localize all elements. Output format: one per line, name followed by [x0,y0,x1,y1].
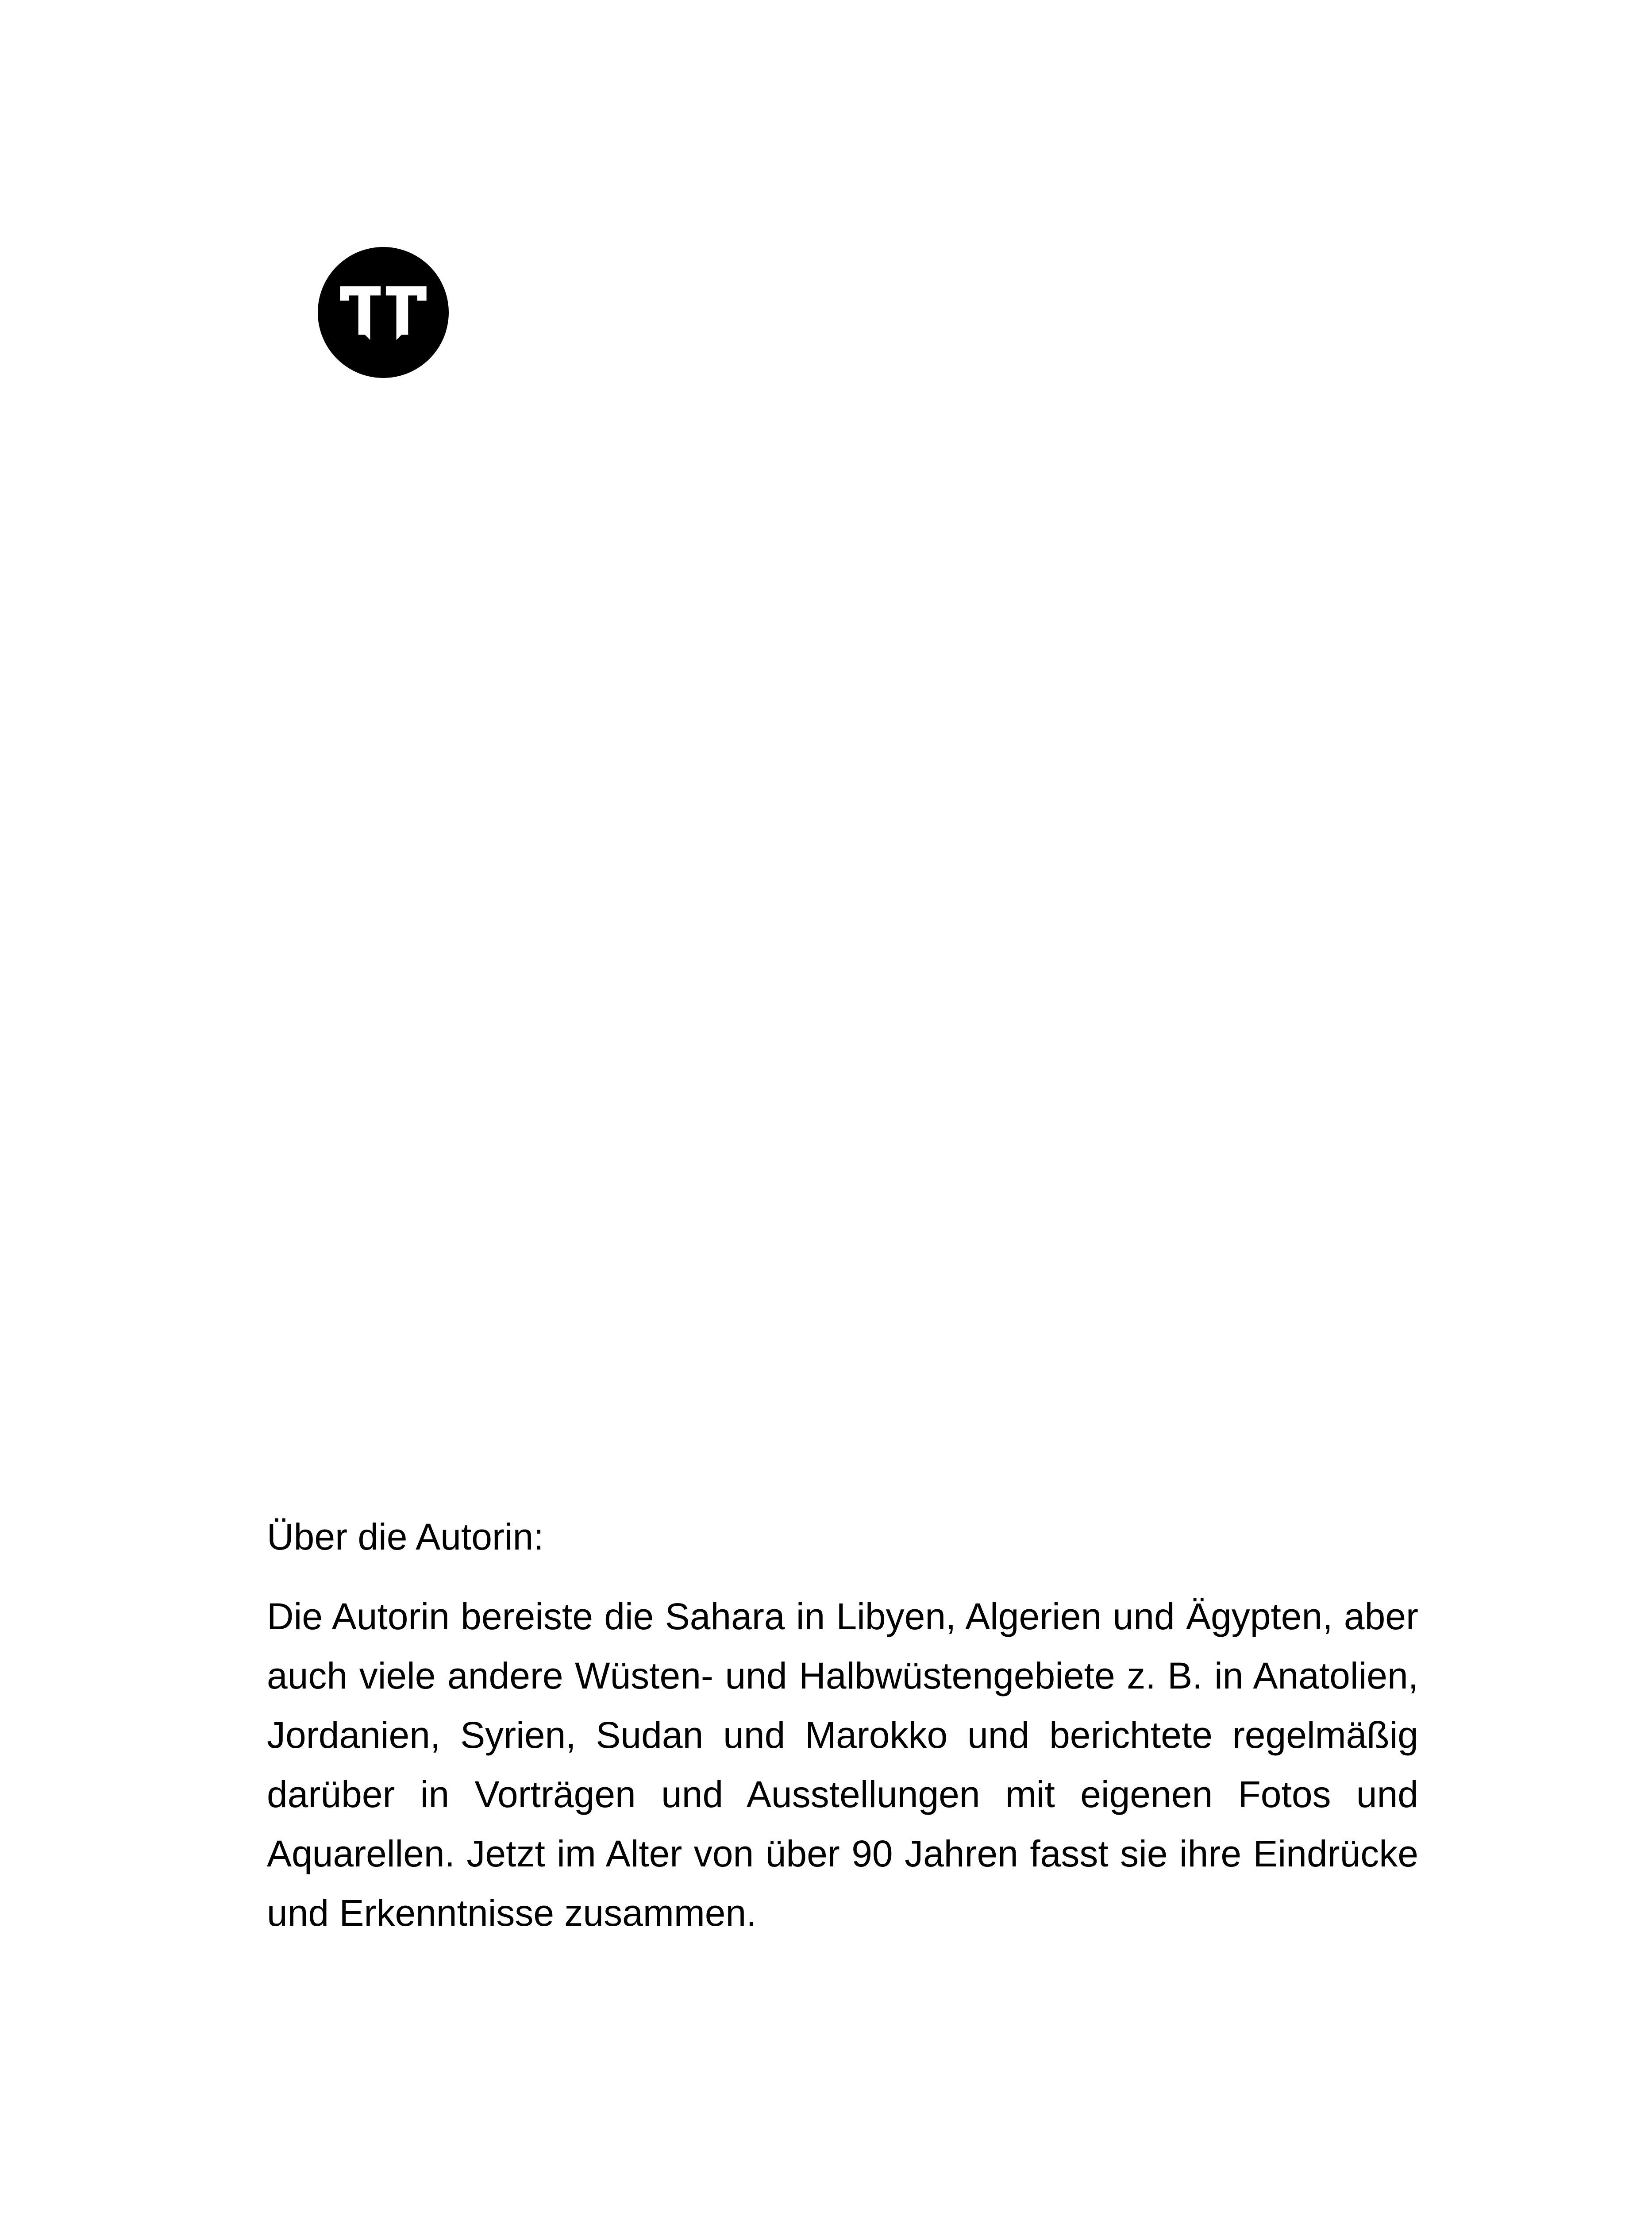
publisher-logo-icon [318,247,449,378]
about-author-section [267,1507,1418,1943]
about-author-heading: Über die Autorin: [267,1516,544,1558]
publisher-logo-svg [318,247,449,378]
about-author-text: Die Autorin bereiste die Sahara in Libyen, Algerien und Ägypten, aber auch viele andere Wüsten- und Halbwüstengebiete z. B. in Anatolien, Jordanien, Syrien, Sudan und Marokko und berichtete regelmäßig darüber in Vorträgen und Ausstellungen mit eigenen Fotos und Aquarellen. Jetzt im Alter von über 90 Jahren fasst sie ihre Eindrücke und Erkenntnisse zusammen. [267,1596,1418,1934]
